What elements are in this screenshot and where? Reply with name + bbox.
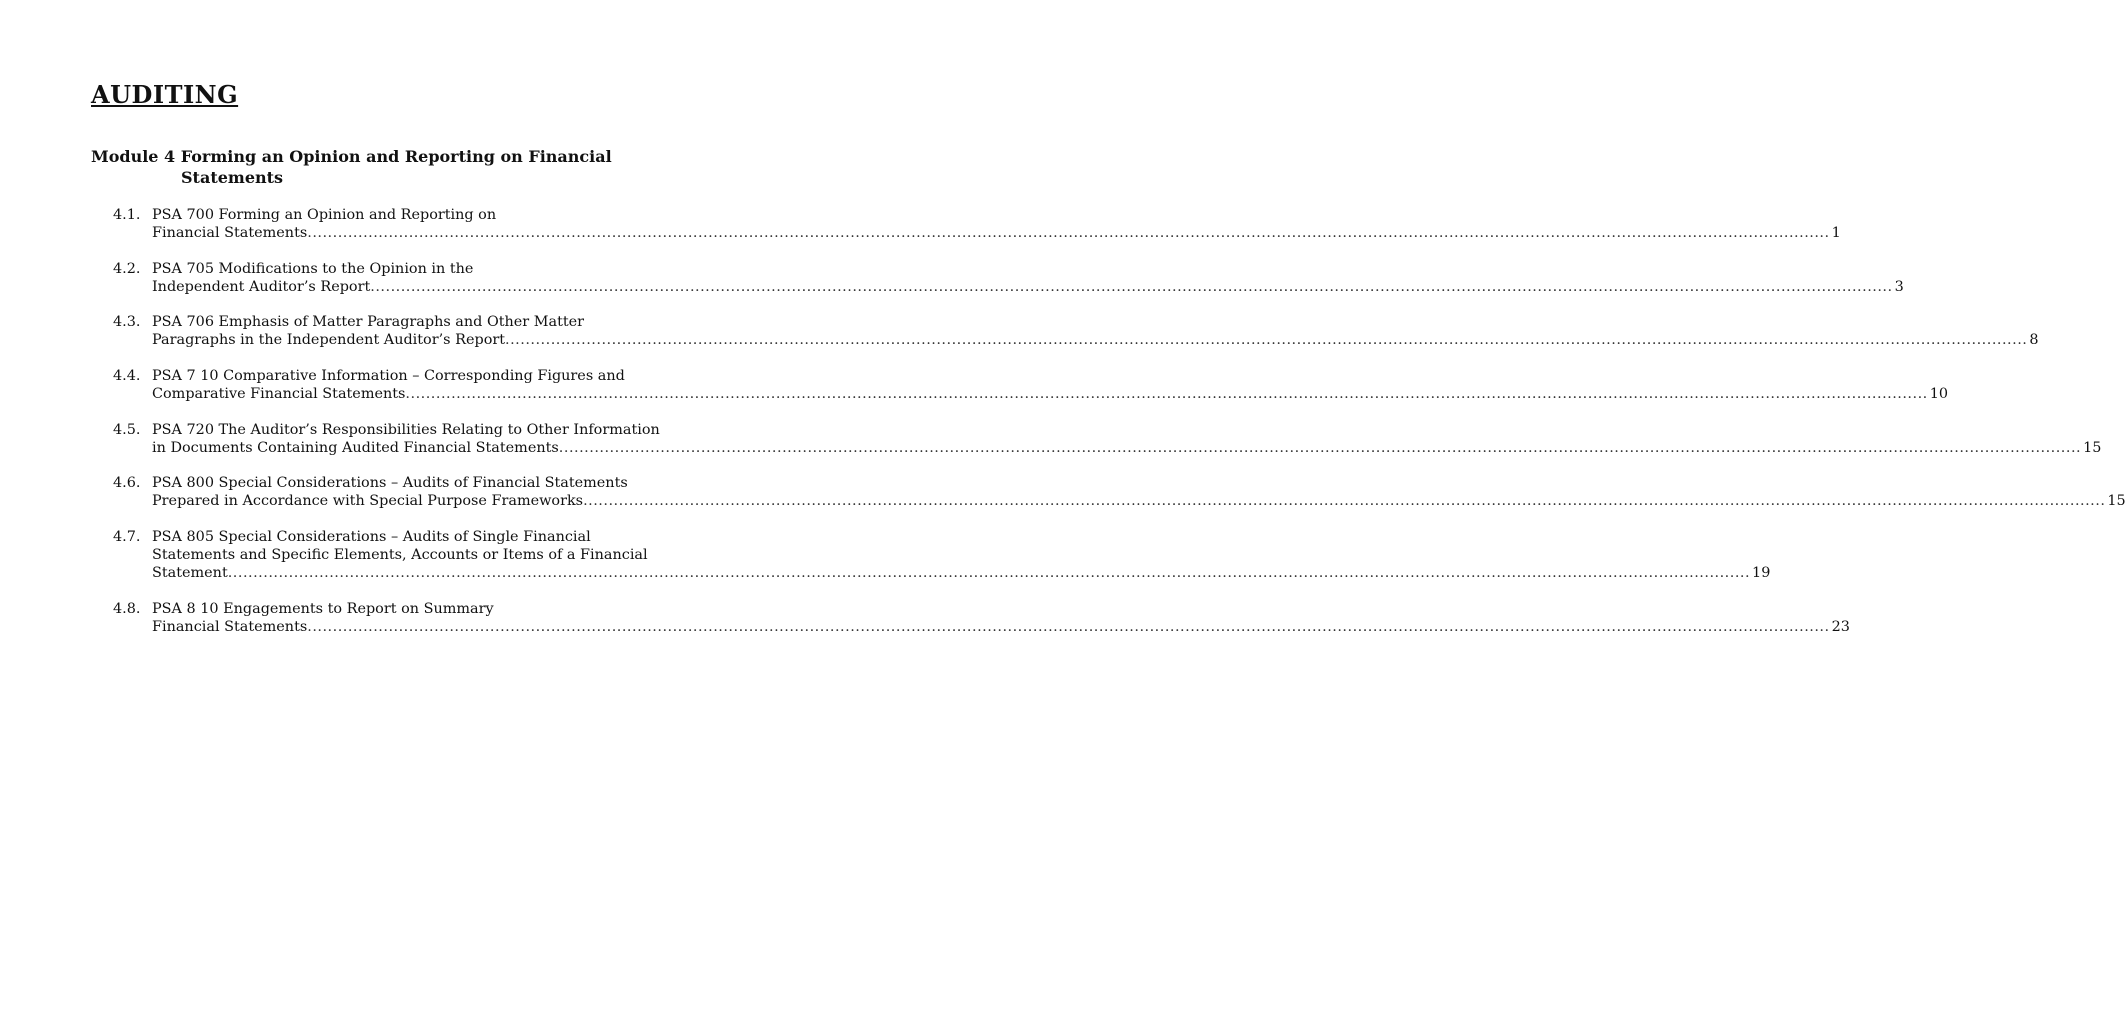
toc-entry-number: 4.3. bbox=[113, 314, 141, 331]
toc-entry-title-line: PSA 800 Special Considerations – Audits of Financial Statements bbox=[152, 475, 628, 492]
toc-dot-leader: ............................................................................................................................................................................................................................................................................................................ bbox=[307, 225, 1830, 241]
toc-entry-title bbox=[152, 421, 2102, 457]
module-heading-line-1: Module 4 Forming an Opinion and Reporting on Financial bbox=[91, 147, 612, 166]
toc-entry-title-line: Independent Auditor’s Report bbox=[152, 278, 371, 295]
toc-entry-last-line bbox=[152, 224, 1841, 242]
toc-entry-number: 4.4. bbox=[113, 368, 141, 385]
toc-entry-number: 4.7. bbox=[113, 529, 141, 546]
toc-entry bbox=[113, 528, 1771, 582]
toc-dot-leader: ............................................................................................................................................................................................................................................................................................................ bbox=[405, 386, 1928, 403]
toc-entry-last-line bbox=[152, 439, 2102, 457]
toc-entry-title-line: PSA 805 Special Considerations – Audits of Single Financial bbox=[152, 529, 591, 546]
document-title: AUDITING bbox=[91, 80, 239, 109]
module-heading bbox=[91, 146, 651, 188]
toc-page-number: 3 bbox=[1894, 278, 1904, 295]
toc-entry-title-line: Prepared in Accordance with Special Purpose Frameworks bbox=[152, 493, 584, 510]
toc-entry bbox=[113, 260, 1904, 296]
toc-page-number: 19 bbox=[1752, 565, 1771, 582]
toc-page-number: 15 bbox=[2107, 493, 2126, 510]
toc-page-number: 8 bbox=[2029, 332, 2039, 349]
toc-entry-title-line: Statements and Specific Elements, Accounts or Items of a Financial bbox=[152, 547, 648, 564]
toc-dot-leader: ............................................................................................................................................................................................................................................................................................................ bbox=[227, 565, 1751, 582]
toc-entry-title-line: Financial Statements bbox=[152, 618, 308, 635]
toc-entry-title-line: PSA 7 10 Comparative Information – Corresponding Figures and bbox=[152, 368, 625, 385]
toc-dot-leader: ............................................................................................................................................................................................................................................................................................................ bbox=[307, 618, 1830, 635]
toc-entry-last-line bbox=[152, 385, 1949, 403]
module-heading-line-2: Statements bbox=[181, 168, 284, 187]
table-of-contents bbox=[113, 206, 2126, 654]
toc-entry-title-line: PSA 706 Emphasis of Matter Paragraphs and Other Matter bbox=[152, 314, 585, 331]
toc-entry bbox=[113, 367, 1949, 403]
toc-entry-title bbox=[152, 206, 1841, 242]
toc-entry bbox=[113, 474, 2126, 510]
toc-page-number: 15 bbox=[2083, 439, 2102, 456]
toc-entry-title bbox=[152, 474, 2126, 510]
toc-entry-number: 4.8. bbox=[113, 600, 141, 617]
toc-entry bbox=[113, 206, 1841, 242]
toc-entry-last-line bbox=[152, 492, 2126, 510]
toc-entry-last-line bbox=[152, 564, 1771, 582]
toc-entry-title-line: PSA 720 The Auditor’s Responsibilities Relating to Other Information bbox=[152, 421, 660, 438]
toc-entry-number: 4.2. bbox=[113, 260, 141, 277]
toc-page-number: 23 bbox=[1831, 618, 1850, 635]
toc-entry-title-line: Paragraphs in the Independent Auditor’s Report bbox=[152, 332, 506, 349]
toc-entry-title bbox=[152, 367, 1949, 403]
toc-entry-last-line bbox=[152, 278, 1904, 296]
toc-page-number: 10 bbox=[1929, 386, 1949, 403]
toc-entry bbox=[113, 421, 2102, 457]
toc-entry-title-line: Statement bbox=[152, 565, 228, 582]
toc-dot-leader: ............................................................................................................................................................................................................................................................................................................ bbox=[558, 439, 2082, 456]
toc-entry-last-line bbox=[152, 618, 1850, 636]
toc-entry-title bbox=[152, 313, 2039, 349]
toc-entry-title-line: Comparative Financial Statements bbox=[152, 386, 406, 403]
toc-dot-leader: ............................................................................................................................................................................................................................................................................................................ bbox=[370, 278, 1893, 295]
toc-page-number: 1 bbox=[1831, 225, 1841, 241]
toc-dot-leader: ............................................................................................................................................................................................................................................................................................................ bbox=[505, 332, 2028, 349]
toc-entry-number: 4.1. bbox=[113, 207, 141, 223]
toc-entry-title-line: Financial Statements bbox=[152, 225, 308, 241]
toc-entry-number: 4.5. bbox=[113, 421, 141, 438]
toc-entry-title-line: PSA 705 Modifications to the Opinion in the bbox=[152, 260, 474, 277]
toc-entry-title-line: PSA 8 10 Engagements to Report on Summary bbox=[152, 600, 494, 617]
toc-entry-number: 4.6. bbox=[113, 475, 141, 492]
toc-entry bbox=[113, 313, 2039, 349]
toc-entry bbox=[113, 600, 1850, 636]
toc-entry-title-line: PSA 700 Forming an Opinion and Reporting on bbox=[152, 207, 497, 223]
toc-entry-title bbox=[152, 600, 1850, 636]
toc-entry-title bbox=[152, 528, 1771, 582]
toc-entry-title-line: in Documents Containing Audited Financial Statements bbox=[152, 439, 559, 456]
toc-dot-leader: ............................................................................................................................................................................................................................................................................................................ bbox=[583, 493, 2106, 510]
toc-entry-last-line bbox=[152, 331, 2039, 349]
toc-entry-title bbox=[152, 260, 1904, 296]
